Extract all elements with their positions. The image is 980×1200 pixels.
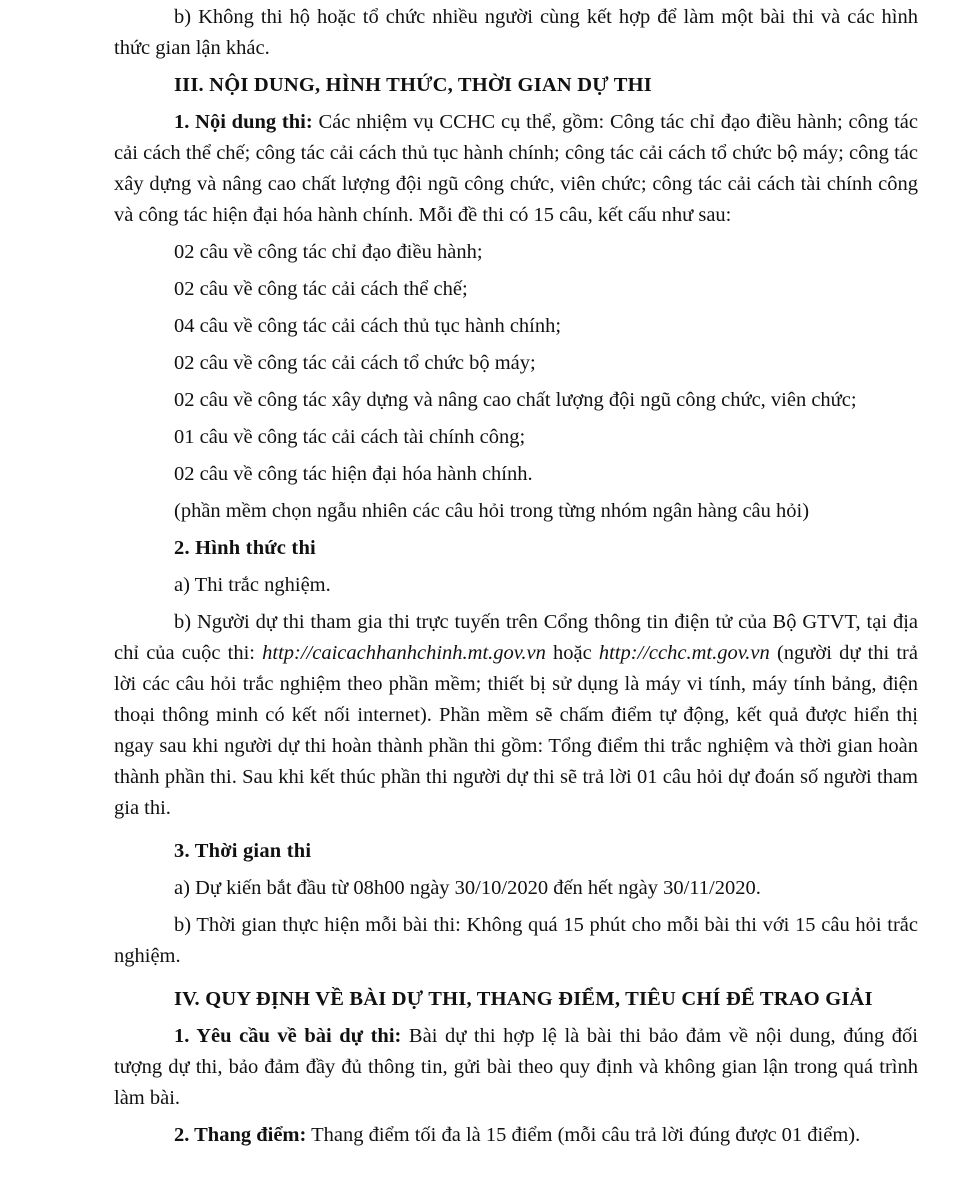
label-entry-requirements: 1. Yêu cầu về bài dự thi:	[174, 1025, 402, 1047]
paragraph-time-b: b) Thời gian thực hiện mỗi bài thi: Không quá 15 phút cho mỗi bài thi với 15 câu hỏi trắc nghiệm.	[114, 914, 918, 967]
paragraph-scoring-scale	[114, 1120, 918, 1151]
paragraph-entry-requirements	[114, 1021, 918, 1114]
text-entry-requirements: Bài dự thi hợp lệ là bài thi bảo đảm về nội dung, đúng đối tượng dự thi, bảo đảm đầy đủ thông tin, gửi bài theo quy định và không gian lận trong quá trình làm bài.	[114, 1025, 918, 1109]
exam-link-primary[interactable]: http://caicachhanhchinh.mt.gov.vn	[262, 642, 546, 664]
paragraph-exam-content	[114, 107, 918, 231]
label-scoring-scale: 2. Thang điểm:	[174, 1124, 307, 1146]
list-item: 02 câu về công tác cải cách tổ chức bộ máy;	[174, 352, 536, 374]
section-heading-iii: III. NỘI DUNG, HÌNH THỨC, THỜI GIAN DỰ THI	[174, 74, 652, 96]
paragraph-form-b	[114, 607, 918, 824]
paragraph-software-note: (phần mềm chọn ngẫu nhiên các câu hỏi trong từng nhóm ngân hàng câu hỏi)	[174, 500, 810, 522]
list-item: 04 câu về công tác cải cách thủ tục hành chính;	[174, 315, 562, 337]
exam-link-secondary[interactable]: http://cchc.mt.gov.vn	[598, 642, 770, 664]
paragraph-no-cheating: b) Không thi hộ hoặc tổ chức nhiều người cùng kết hợp để làm một bài thi và các hình thức gian lận khác.	[114, 6, 918, 59]
list-item: 01 câu về công tác cải cách tài chính công;	[174, 426, 526, 448]
question-structure-list	[114, 237, 918, 490]
list-item: 02 câu về công tác chỉ đạo điều hành;	[174, 241, 483, 263]
paragraph-form-a: a) Thi trắc nghiệm.	[174, 574, 331, 596]
subheading-exam-time: 3. Thời gian thi	[174, 840, 312, 862]
section-heading-iv: IV. QUY ĐỊNH VỀ BÀI DỰ THI, THANG ĐIỂM, TIÊU CHÍ ĐỂ TRAO GIẢI	[174, 988, 873, 1010]
list-item: 02 câu về công tác cải cách thể chế;	[174, 278, 468, 300]
list-item: 02 câu về công tác hiện đại hóa hành chính.	[174, 463, 533, 485]
label-exam-content: 1. Nội dung thi:	[174, 111, 313, 133]
paragraph-time-a: a) Dự kiến bắt đầu từ 08h00 ngày 30/10/2020 đến hết ngày 30/11/2020.	[174, 877, 761, 899]
text-exam-content: Các nhiệm vụ CCHC cụ thể, gồm: Công tác chỉ đạo điều hành; công tác cải cách thể chế; công tác cải cách thủ tục hành chính; công tác cải cách tổ chức bộ máy; công tác xây dựng và nâng cao chất lượng đội ngũ công chức, viên chức; công tác cải cách tài chính công và công tác hiện đại hóa hành chính. Mỗi đề thi có 15 câu, kết cấu như sau:	[114, 111, 918, 226]
text-form-b-mid: hoặc	[545, 642, 599, 664]
text-form-b-pre: b) Người dự thi tham gia thi trực tuyến trên Cổng thông tin điện tử của Bộ GTVT, tại địa chỉ của cuộc thi:	[114, 611, 918, 664]
text-scoring-scale: Thang điểm tối đa là 15 điểm (mỗi câu trả lời đúng được 01 điểm).	[306, 1124, 861, 1146]
list-item: 02 câu về công tác xây dựng và nâng cao chất lượng đội ngũ công chức, viên chức;	[174, 389, 857, 411]
text-form-b-post: (người dự thi trả lời các câu hỏi trắc nghiệm theo phần mềm; thiết bị sử dụng là máy vi tính, máy tính bảng, điện thoại thông minh có kết nối internet). Phần mềm sẽ chấm điểm tự động, kết quả được hiển thị ngay sau khi người dự thi hoàn thành phần thi gồm: Tổng điểm thi trắc nghiệm và thời gian hoàn thành phần thi. Sau khi kết thúc phần thi người dự thi sẽ trả lời 01 câu hỏi dự đoán số người tham gia thi.	[114, 642, 918, 819]
subheading-exam-form: 2. Hình thức thi	[174, 537, 316, 559]
